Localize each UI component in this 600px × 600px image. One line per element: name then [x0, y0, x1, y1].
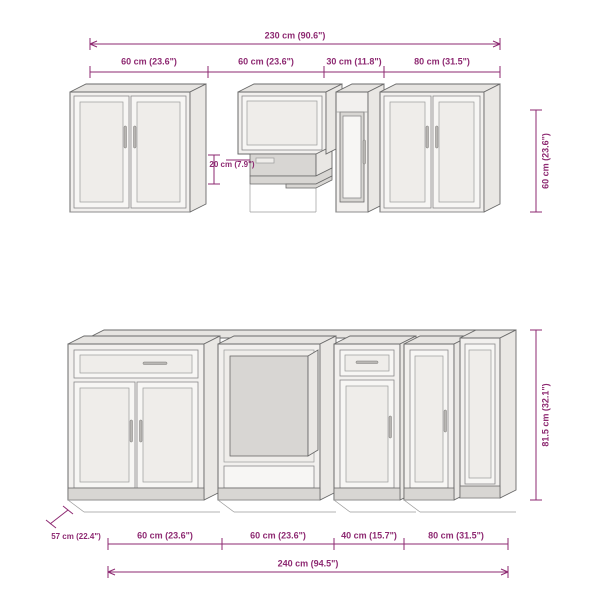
lower-segment-1-label: 60 cm (23.6")	[137, 530, 193, 541]
upper-cabinet-3	[336, 84, 384, 212]
upper-segment-4-label: 80 cm (31.5")	[414, 56, 470, 67]
upper-total-width-label: 230 cm (90.6")	[264, 30, 326, 41]
upper-cabinet-2-hood	[238, 84, 342, 212]
lower-segment-3-label: 40 cm (15.7")	[341, 530, 397, 541]
upper-height-label: 60 cm (23.6")	[540, 133, 551, 189]
lower-segment-2-label: 60 cm (23.6")	[250, 530, 306, 541]
lower-cabinet-2	[218, 336, 336, 512]
lower-height-label: 81.5 cm (32.1")	[540, 383, 551, 447]
lower-total-width-label: 240 cm (94.5")	[277, 558, 339, 569]
lower-cabinet-group	[68, 330, 516, 512]
upper-segment-1-label: 60 cm (23.6")	[121, 56, 177, 67]
lower-cabinet-1	[68, 336, 220, 512]
upper-cabinet-1	[70, 84, 206, 212]
lower-cabinet-4	[404, 330, 516, 512]
upper-segment-2-label: 60 cm (23.6")	[238, 56, 294, 67]
hood-height-label: 20 cm (7.9")	[209, 160, 255, 170]
upper-segment-3-label: 30 cm (11.8")	[326, 56, 382, 67]
upper-cabinet-group	[70, 84, 500, 212]
lower-depth-label: 57 cm (22.4")	[51, 532, 101, 542]
lower-segment-4-label: 80 cm (31.5")	[428, 530, 484, 541]
upper-cabinet-4	[380, 84, 500, 212]
